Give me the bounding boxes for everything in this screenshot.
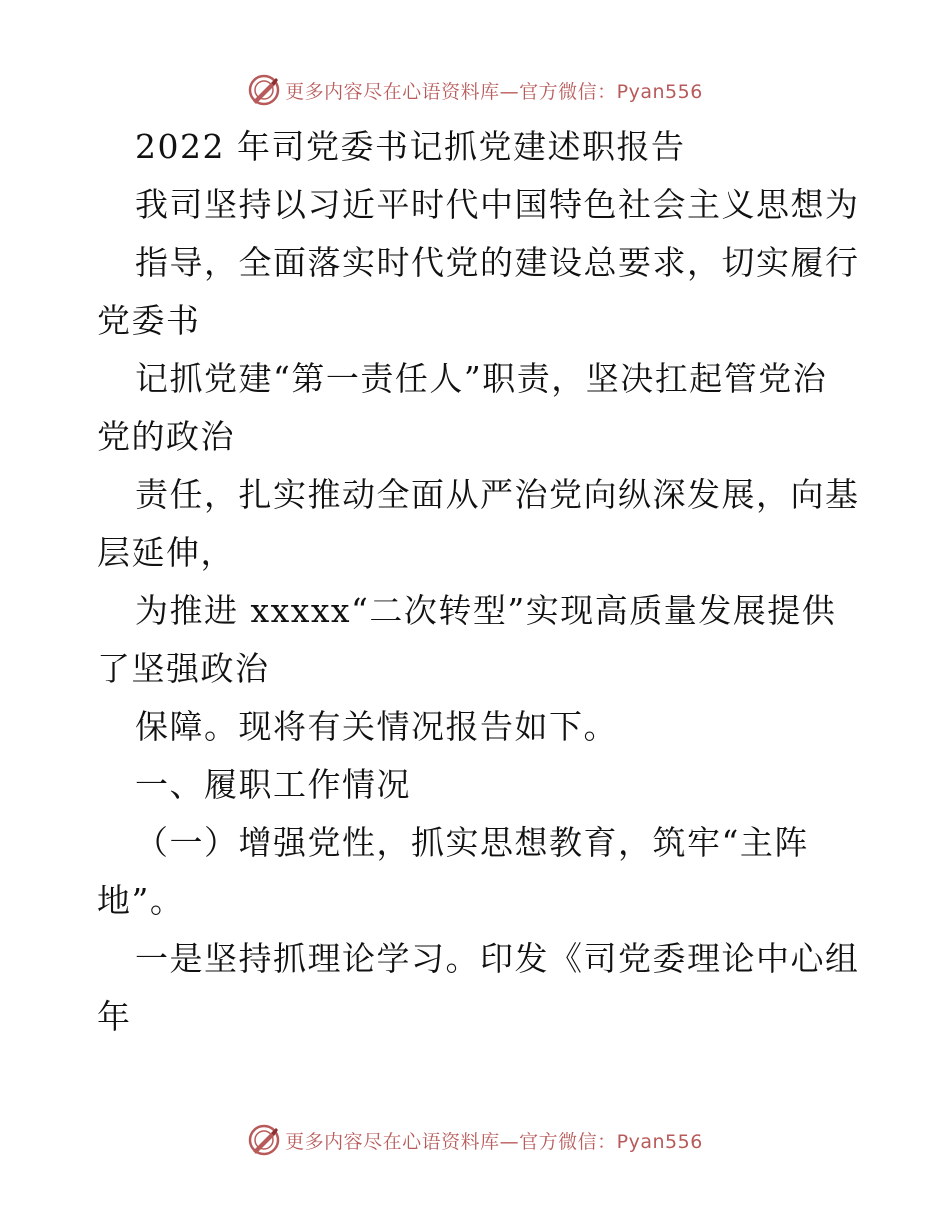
paragraph-line: 年 bbox=[97, 997, 132, 1036]
paragraph-line: 指导，全面落实时代党的建设总要求，切实履行 bbox=[135, 243, 860, 282]
paragraph-line: 一是坚持抓理论学习。印发《司党委理论中心组 bbox=[135, 939, 860, 978]
subsection-heading-continued: 地”。 bbox=[97, 881, 185, 920]
watermark-text: 更多内容尽在心语资料库—官方微信：Pyan556 bbox=[285, 1130, 703, 1153]
document-body bbox=[97, 118, 860, 1046]
section-heading: 一、履职工作情况 bbox=[135, 765, 411, 804]
header-watermark-banner bbox=[0, 70, 950, 110]
paragraph-line: 记抓党建“第一责任人”职责，坚决扛起管党治 bbox=[135, 359, 828, 398]
subsection-heading: （一）增强党性，抓实思想教育，筑牢“主阵 bbox=[135, 823, 809, 862]
footer-watermark-banner bbox=[0, 1120, 950, 1160]
watermark-text: 更多内容尽在心语资料库—官方微信：Pyan556 bbox=[285, 80, 703, 103]
pen-seal-logo-icon bbox=[247, 73, 281, 107]
paragraph-line: 我司坚持以习近平时代中国特色社会主义思想为 bbox=[135, 185, 860, 224]
paragraph-line: 保障。现将有关情况报告如下。 bbox=[135, 707, 618, 746]
paragraph-line: 为推进 xxxxx“二次转型”实现高质量发展提供 bbox=[135, 591, 837, 630]
paragraph-line: 层延伸， bbox=[97, 533, 235, 572]
paragraph-line: 责任，扎实推动全面从严治党向纵深发展，向基 bbox=[135, 475, 860, 514]
document-title: 2022 年司党委书记抓党建述职报告 bbox=[135, 127, 686, 166]
paragraph-line: 了坚强政治 bbox=[97, 649, 270, 688]
paragraph-line: 党委书 bbox=[97, 301, 201, 340]
paragraph-line: 党的政治 bbox=[97, 417, 235, 456]
pen-seal-logo-icon bbox=[247, 1123, 281, 1157]
